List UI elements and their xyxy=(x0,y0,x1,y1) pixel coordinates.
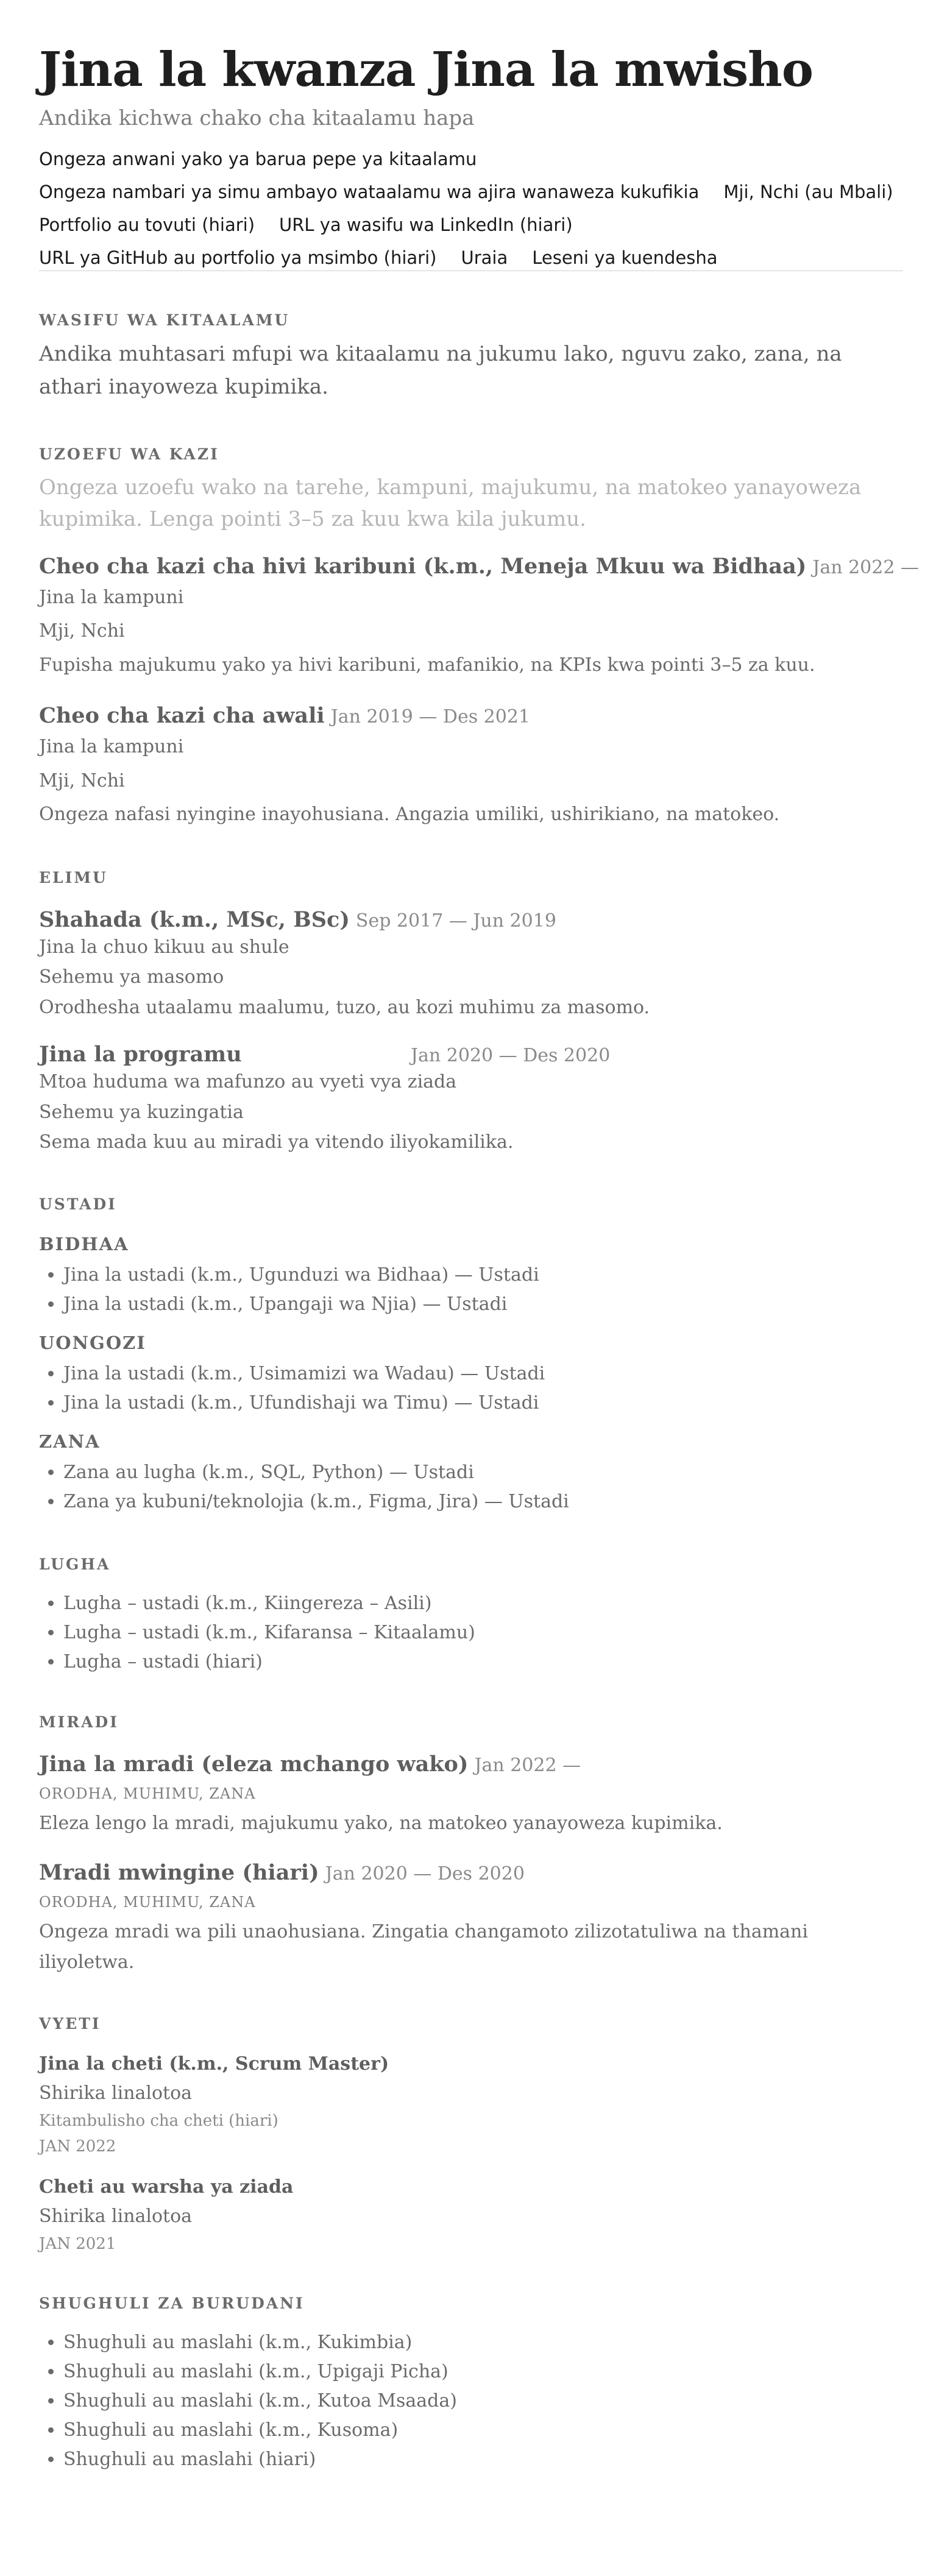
summary-text: Andika muhtasari mfupi wa kitaalamu na jukumu lako, nguvu zako, zana, na athari inayoweza kupimika. xyxy=(39,341,842,400)
project-tags: ORODHA, MUHIMU, ZANA xyxy=(39,1785,256,1802)
program-title: Jina la programu xyxy=(39,1042,242,1067)
project-date: Jan 2022 — xyxy=(474,1754,581,1776)
project-description: Ongeza mradi wa pili unaohusiana. Zingatia changamoto zilizotatuliwa na thamani iliyoletwa. xyxy=(39,1921,808,1973)
project-description: Eleza lengo la mradi, majukumu yako, na matokeo yanayoweza kupimika. xyxy=(39,1812,723,1834)
school-name: Jina la chuo kikuu au shule xyxy=(39,936,289,958)
language-item: • Lugha – ustadi (k.m., Kiingereza – Asili) xyxy=(63,1589,903,1618)
skill-item: • Jina la ustadi (k.m., Usimamizi wa Wadau) — Ustadi xyxy=(63,1359,903,1389)
skill-group xyxy=(39,1234,903,1319)
phone-contact[interactable]: Ongeza nambari ya simu ambayo wataalamu wa ajira wanaweza kukufikia xyxy=(39,181,700,202)
email-contact[interactable]: Ongeza anwani yako ya barua pepe ya kitaalamu xyxy=(39,148,477,169)
section-title-summary: WASIFU WA KITAALAMU xyxy=(39,311,290,329)
education-section xyxy=(39,869,903,1158)
hobby-item: • Shughuli au maslahi (k.m., Kusoma) xyxy=(63,2416,903,2445)
section-title-projects: MIRADI xyxy=(39,1713,119,1731)
skill-group-title: UONGOZI xyxy=(39,1332,146,1353)
job-entry xyxy=(39,703,903,830)
education-date: Sep 2017 — Jun 2019 xyxy=(355,910,556,932)
job-entry xyxy=(39,553,919,681)
hobby-item: • Shughuli au maslahi (k.m., Kutoa Msaada) xyxy=(63,2387,903,2416)
project-title: Jina la mradi (eleza mchango wako) xyxy=(39,1751,469,1777)
driving-license: Leseni ya kuendesha xyxy=(532,247,718,268)
location-contact: Mji, Nchi (au Mbali) xyxy=(723,181,893,202)
skill-item: • Zana ya kubuni/teknolojia (k.m., Figma, Jira) — Ustadi xyxy=(63,1487,903,1516)
contact-row-2 xyxy=(39,182,903,202)
certification-entry xyxy=(39,2053,903,2159)
project-entry xyxy=(39,1752,903,1839)
certifications-section xyxy=(39,2015,903,2257)
skill-group-title: BIDHAA xyxy=(39,1233,129,1254)
education-date: Jan 2020 — Des 2020 xyxy=(411,1045,611,1067)
field-of-study: Sehemu ya masomo xyxy=(39,966,224,988)
job-location: Mji, Nchi xyxy=(39,770,125,791)
project-date: Jan 2020 — Des 2020 xyxy=(325,1863,525,1885)
job-description: Fupisha majukumu yako ya hivi karibuni, mafanikio, na KPIs kwa pointi 3–5 za kuu. xyxy=(39,654,815,676)
skill-group xyxy=(39,1332,903,1418)
job-location: Mji, Nchi xyxy=(39,620,125,642)
certification-date: JAN 2022 xyxy=(39,2137,116,2156)
contact-row-3 xyxy=(39,214,903,235)
skill-item: • Jina la ustadi (k.m., Ugunduzi wa Bidhaa) — Ustadi xyxy=(63,1261,903,1290)
project-title: Mradi mwingine (hiari) xyxy=(39,1860,319,1886)
program-description: Sema mada kuu au miradi ya vitendo iliyokamilika. xyxy=(39,1131,514,1153)
section-title-hobbies: SHUGHULI ZA BURUDANI xyxy=(39,2295,305,2313)
skill-group-title: ZANA xyxy=(39,1431,101,1452)
section-title-experience: UZOEFU WA KAZI xyxy=(39,445,219,463)
summary-section xyxy=(39,311,903,404)
contact-row-1 xyxy=(39,149,903,169)
skill-item: • Jina la ustadi (k.m., Upangaji wa Njia) — Ustadi xyxy=(63,1290,903,1319)
candidate-name: Jina la kwanza Jina la mwisho xyxy=(39,42,813,97)
certification-org: Shirika linalotoa xyxy=(39,2206,193,2227)
job-date: Jan 2022 — xyxy=(812,556,919,578)
portfolio-link[interactable]: Portfolio au tovuti (hiari) xyxy=(39,214,255,235)
linkedin-link[interactable]: URL ya wasifu wa LinkedIn (hiari) xyxy=(279,214,573,235)
certification-title: Cheti au warsha ya ziada xyxy=(39,2176,294,2198)
job-date: Jan 2019 — Des 2021 xyxy=(330,706,530,728)
section-title-education: ELIMU xyxy=(39,868,108,886)
resume-page xyxy=(0,42,919,2474)
hobby-item: • Shughuli au maslahi (k.m., Upigaji Picha) xyxy=(63,2357,903,2387)
certification-date: JAN 2021 xyxy=(39,2234,116,2253)
job-title: Cheo cha kazi cha awali xyxy=(39,703,325,729)
section-title-certifications: VYETI xyxy=(39,2015,101,2033)
job-description: Ongeza nafasi nyingine inayohusiana. Angazia umiliki, ushirikiano, na matokeo. xyxy=(39,804,780,826)
education-entry xyxy=(39,1042,903,1158)
provider-name: Mtoa huduma wa mafunzo au vyeti vya ziada xyxy=(39,1071,457,1093)
project-entry xyxy=(39,1860,903,1977)
project-tags: ORODHA, MUHIMU, ZANA xyxy=(39,1894,256,1911)
certification-title: Jina la cheti (k.m., Scrum Master) xyxy=(39,2053,389,2075)
education-description: Orodhesha utaalamu maalumu, tuzo, au kozi muhimu za masomo. xyxy=(39,996,650,1018)
hobby-item: • Shughuli au maslahi (hiari) xyxy=(63,2445,903,2474)
skill-item: • Jina la ustadi (k.m., Ufundishaji wa Timu) — Ustadi xyxy=(63,1389,903,1418)
hobby-item: • Shughuli au maslahi (k.m., Kukimbia) xyxy=(63,2328,903,2357)
degree-title: Shahada (k.m., MSc, BSc) xyxy=(39,907,350,932)
section-title-languages: LUGHA xyxy=(39,1555,111,1573)
certification-entry xyxy=(39,2176,903,2257)
contact-row-4 xyxy=(39,247,903,268)
github-link[interactable]: URL ya GitHub au portfolio ya msimbo (hiari) xyxy=(39,247,437,268)
job-company: Jina la kampuni xyxy=(39,586,184,608)
projects-section xyxy=(39,1713,903,1978)
languages-section xyxy=(39,1555,903,1677)
language-item: • Lugha – ustadi (hiari) xyxy=(63,1647,903,1677)
hobbies-section xyxy=(39,2295,903,2474)
experience-hint: Ongeza uzoefu wako na tarehe, kampuni, majukumu, na matokeo yanayoweza kupimika. Lenga pointi 3–5 za kuu kwa kila jukumu. xyxy=(39,475,862,532)
skill-group xyxy=(39,1431,903,1516)
citizenship: Uraia xyxy=(461,247,508,268)
certification-org: Shirika linalotoa xyxy=(39,2082,193,2104)
job-title: Cheo cha kazi cha hivi karibuni (k.m., Meneja Mkuu wa Bidhaa) xyxy=(39,553,807,579)
education-entry xyxy=(39,907,903,1023)
language-item: • Lugha – ustadi (k.m., Kifaransa – Kitaalamu) xyxy=(63,1618,903,1647)
experience-section xyxy=(39,445,919,830)
skills-section xyxy=(39,1195,903,1516)
focus-area: Sehemu ya kuzingatia xyxy=(39,1101,244,1123)
section-title-skills: USTADI xyxy=(39,1195,117,1213)
skill-item: • Zana au lugha (k.m., SQL, Python) — Ustadi xyxy=(63,1458,903,1487)
job-company: Jina la kampuni xyxy=(39,736,184,758)
certification-id: Kitambulisho cha cheti (hiari) xyxy=(39,2111,278,2130)
professional-headline: Andika kichwa chako cha kitaalamu hapa xyxy=(39,105,475,130)
